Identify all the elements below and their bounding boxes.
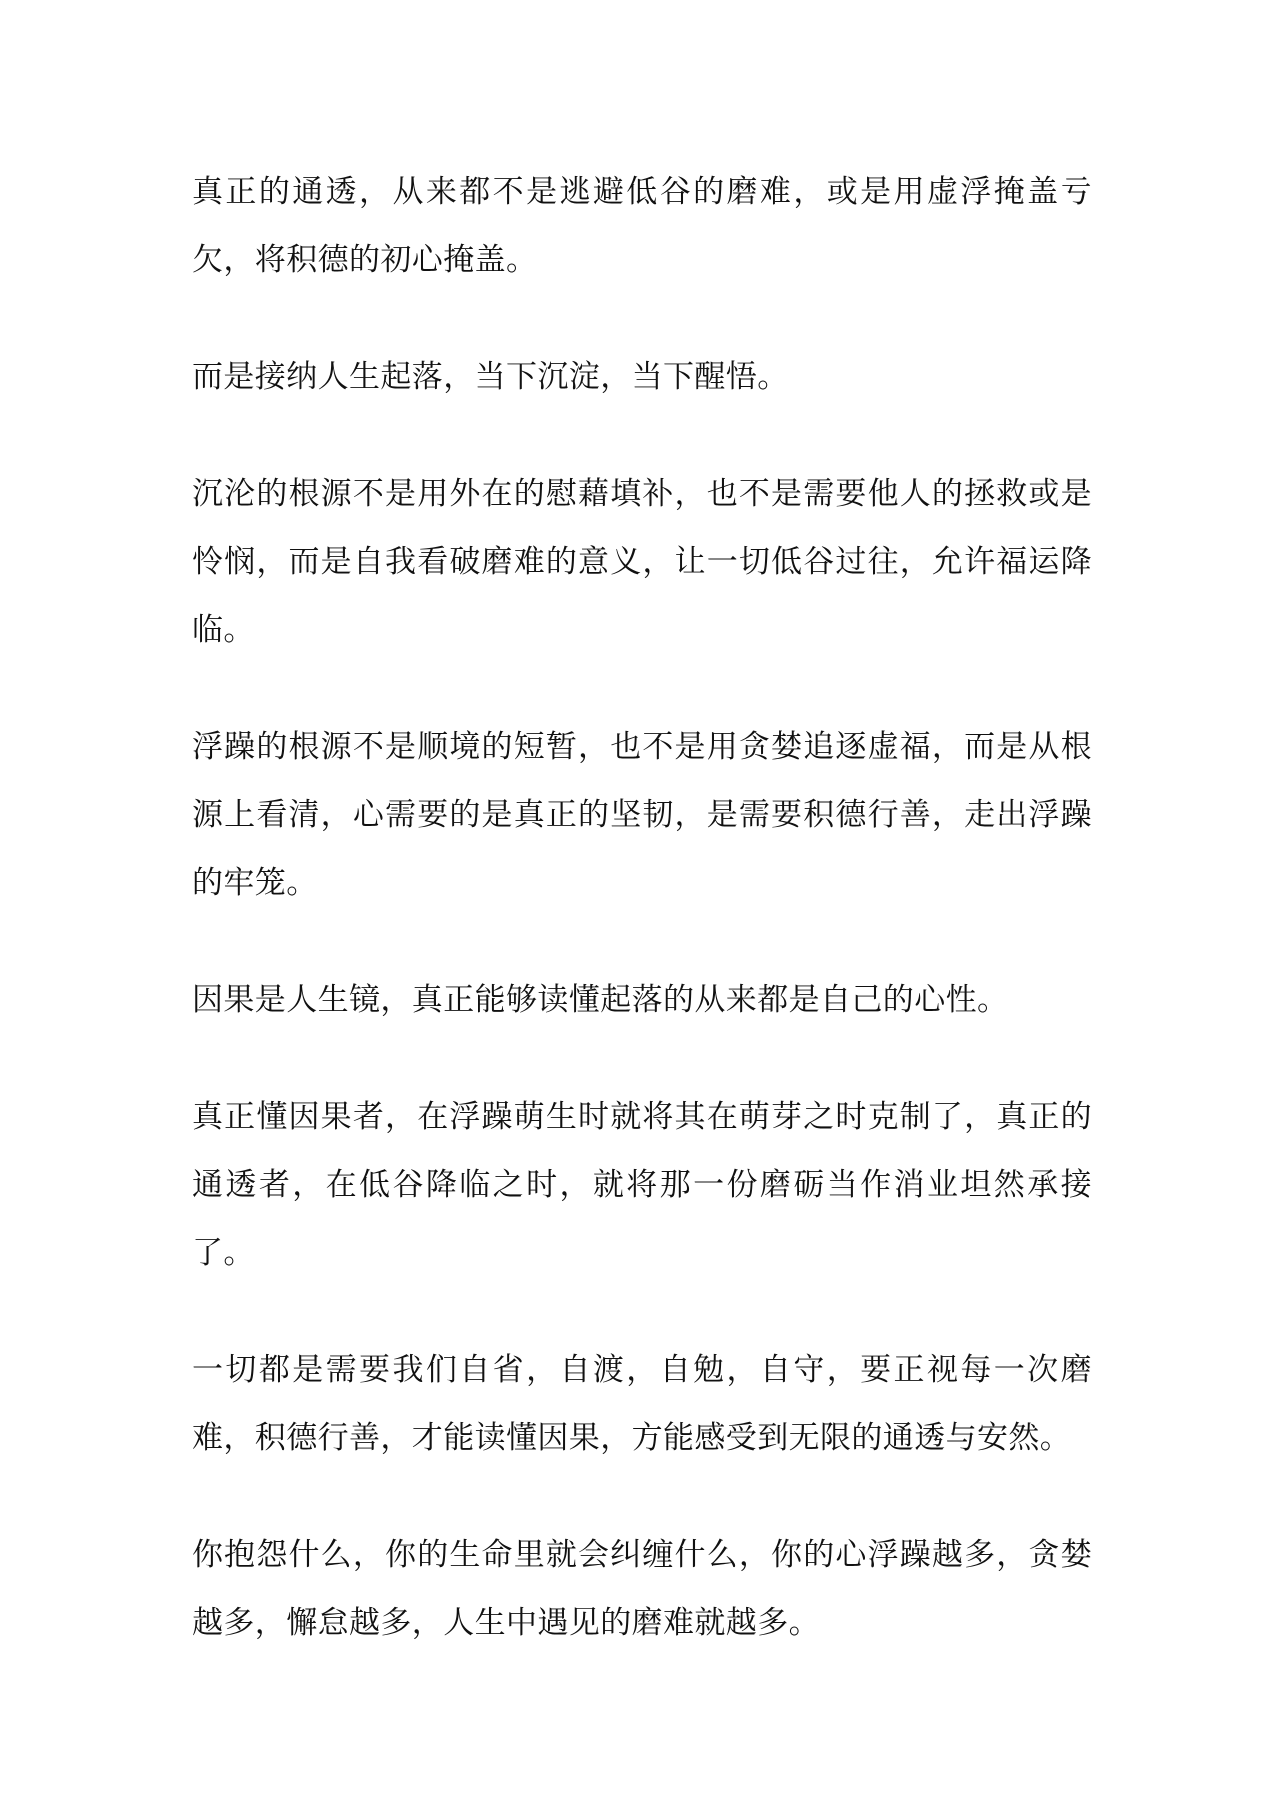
- paragraph-1: 真正的通透，从来都不是逃避低谷的磨难，或是用虚浮掩盖亏欠，将积德的初心掩盖。: [192, 174, 1092, 278]
- paragraph-5: 因果是人生镜，真正能够读懂起落的从来都是自己的心性。: [192, 982, 1009, 1018]
- paragraph-6: 真正懂因果者，在浮躁萌生时就将其在萌芽之时克制了，真正的通透者，在低谷降临之时，就将那一份磨砺当作消业坦然承接了。: [192, 1099, 1092, 1271]
- paragraph-4: 浮躁的根源不是顺境的短暂，也不是用贪婪追逐虚福，而是从根源上看清，心需要的是真正的坚韧，是需要积德行善，走出浮躁的牢笼。: [192, 729, 1092, 901]
- paragraph-2: 而是接纳人生起落，当下沉淀，当下醒悟。: [192, 359, 789, 395]
- document-body: [192, 158, 1092, 1706]
- paragraph-8: 你抱怨什么，你的生命里就会纠缠什么，你的心浮躁越多，贪婪越多，懈怠越多，人生中遇见的磨难就越多。: [192, 1537, 1092, 1641]
- paragraph-3: 沉沦的根源不是用外在的慰藉填补，也不是需要他人的拯救或是怜悯，而是自我看破磨难的意义，让一切低谷过往，允许福运降临。: [192, 476, 1092, 648]
- paragraph-7: 一切都是需要我们自省，自渡，自勉，自守，要正视每一次磨难，积德行善，才能读懂因果，方能感受到无限的通透与安然。: [192, 1352, 1092, 1456]
